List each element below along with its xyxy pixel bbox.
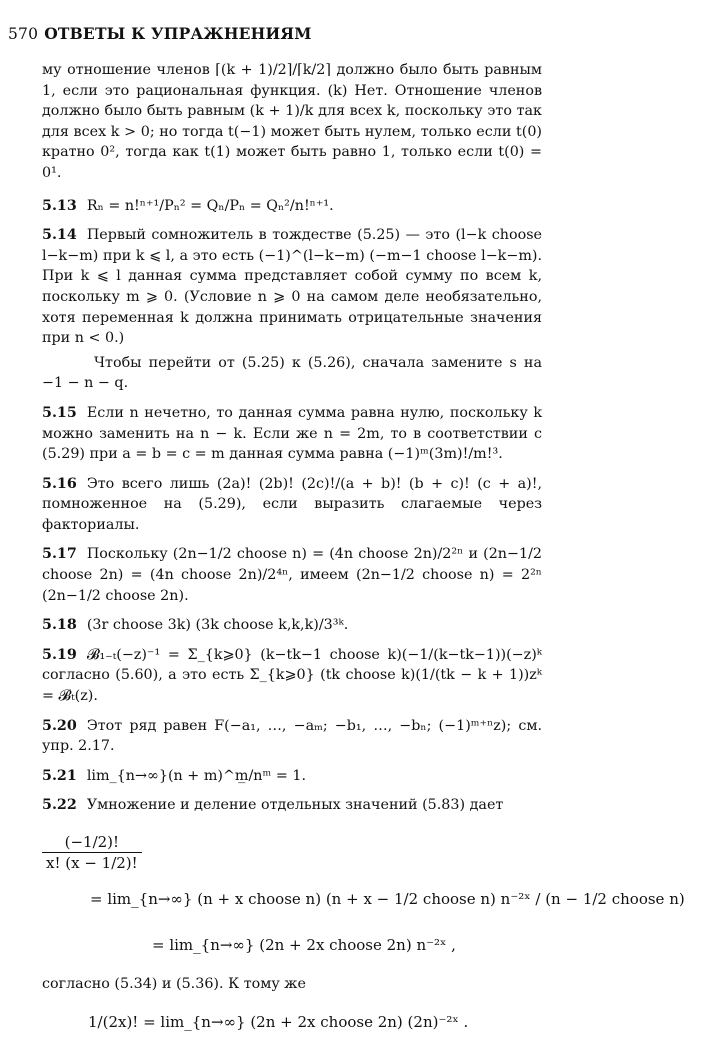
- answer-number: 5.17: [42, 546, 77, 563]
- answer-text: Этот ряд равен F(−a₁, …, −aₘ; −b₁, …, −bₙ; (−1)ᵐ⁺ⁿz); см. упр. 2.17.: [42, 717, 542, 755]
- answer-5-14: [42, 225, 542, 349]
- answer-text: Это всего лишь (2a)! (2b)! (2c)!/(a + b)! (b + c)! (c + a)!, помноженное на (5.29), если выразить слагаемые через факториалы.: [42, 475, 542, 533]
- answer-number: 5.19: [42, 646, 77, 663]
- display-equation-final: [42, 999, 542, 1045]
- answer-5-19: [42, 645, 542, 707]
- equation-line-2: = lim_{n→∞} (2n + 2x choose 2n) n⁻²ˣ ,: [152, 936, 456, 954]
- page-body: [42, 60, 685, 1045]
- page-number: 570: [8, 25, 39, 43]
- answer-text: (3r choose 3k) (3k choose k,k,k)/3³ᵏ.: [86, 617, 349, 634]
- answer-text: Первый сомножитель в тождестве (5.25) — это (l−k choose l−k−m) при k ⩽ l, а это есть (−1)^(l−k−m) (−m−1 choose l−k−m). При k ⩽ l данная сумма представляет собой сумму по всем k, поскольку m ⩾ 0. (Условие n ⩾ 0 на самом деле необязательно, хотя переменная k должна принимать отрицательные значения при n < 0.): [42, 227, 542, 347]
- answer-5-16: [42, 474, 542, 536]
- answer-text: 𝓑₁₋ₜ(−z)⁻¹ = Σ_{k⩾0} (k−tk−1 choose k)(−1/(k−tk−1))(−z)ᵏ согласно (5.60), а это есть Σ_{k⩾0} (tk choose k)(1/(tk − k + 1))zᵏ = 𝓑ₜ(z).: [42, 646, 542, 705]
- answer-5-13: [42, 196, 542, 217]
- equation-lhs: [42, 826, 542, 876]
- answer-5-14-continued: [42, 353, 542, 394]
- answer-number: 5.18: [42, 617, 77, 634]
- answer-number: 5.13: [42, 197, 77, 214]
- answer-5-18: [42, 615, 542, 636]
- display-equations: [42, 826, 685, 968]
- answer-number: 5.14: [42, 227, 77, 244]
- fraction-denominator: x! (x − 1/2)!: [46, 853, 138, 872]
- equation-line-1: = lim_{n→∞} (n + x choose n) (n + x − 1/2 choose n) n⁻²ˣ / (n − 1/2 choose n): [90, 890, 685, 908]
- answer-number: 5.20: [42, 717, 77, 734]
- equation-remark: согласно (5.34) и (5.36). К тому же: [42, 976, 306, 992]
- running-header: [8, 24, 312, 43]
- answer-5-15: [42, 403, 542, 465]
- answer-number: 5.16: [42, 475, 77, 492]
- answer-number: 5.22: [42, 797, 77, 814]
- answer-text: Если n нечетно, то данная сумма равна нулю, поскольку k можно заменить на n − k. Если же n = 2m, то в соответствии с (5.29) при a = b = c = m данная сумма равна (−1)ᵐ(3m)!/m!³.: [42, 404, 542, 463]
- answer-number: 5.21: [42, 767, 77, 784]
- answer-text: Rₙ = n!ⁿ⁺¹/Pₙ² = Qₙ/Pₙ = Qₙ²/n!ⁿ⁺¹.: [86, 197, 334, 214]
- answer-text: Поскольку (2n−1/2 choose n) = (4n choose 2n)/2²ⁿ и (2n−1/2 choose 2n) = (4n choose 2n)/2⁴ⁿ, имеем (2n−1/2 choose n) = 2²ⁿ (2n−1/2 choose 2n).: [42, 546, 542, 604]
- answer-5-17: [42, 544, 542, 606]
- answer-5-22: [42, 795, 542, 816]
- answer-text: lim_{n→∞}(n + m)^m̲/nᵐ = 1.: [86, 767, 306, 784]
- lhs-fraction: [42, 832, 142, 873]
- answer-text: Умножение и деление отдельных значений (5.83) дает: [86, 797, 504, 814]
- answer-5-20: [42, 716, 542, 757]
- answer-number: 5.15: [42, 404, 77, 421]
- fraction-numerator: (−1/2)!: [42, 832, 142, 853]
- answer-text: Чтобы перейти от (5.25) к (5.26), сначала замените s на −1 − n − q.: [42, 354, 542, 392]
- intro-paragraph: му отношение членов ⌈(k + 1)/2⌉/⌈k/2⌉ должно было быть равным 1, если это рациональная функция. (k) Нет. Отношение членов должно было быть равным (k + 1)/k для всех k, поскольку это так для всех k > 0; но тогда t(−1) может быть нулем, только если t(0) кратно 0², тогда как t(1) может быть равно 1, только если t(0) = 0¹.: [42, 62, 542, 181]
- answer-5-21: [42, 766, 542, 787]
- section-title: ОТВЕТЫ К УПРАЖНЕНИЯМ: [44, 24, 312, 43]
- equation-line-3: 1/(2x)! = lim_{n→∞} (2n + 2x choose 2n) (2n)⁻²ˣ .: [88, 1012, 469, 1031]
